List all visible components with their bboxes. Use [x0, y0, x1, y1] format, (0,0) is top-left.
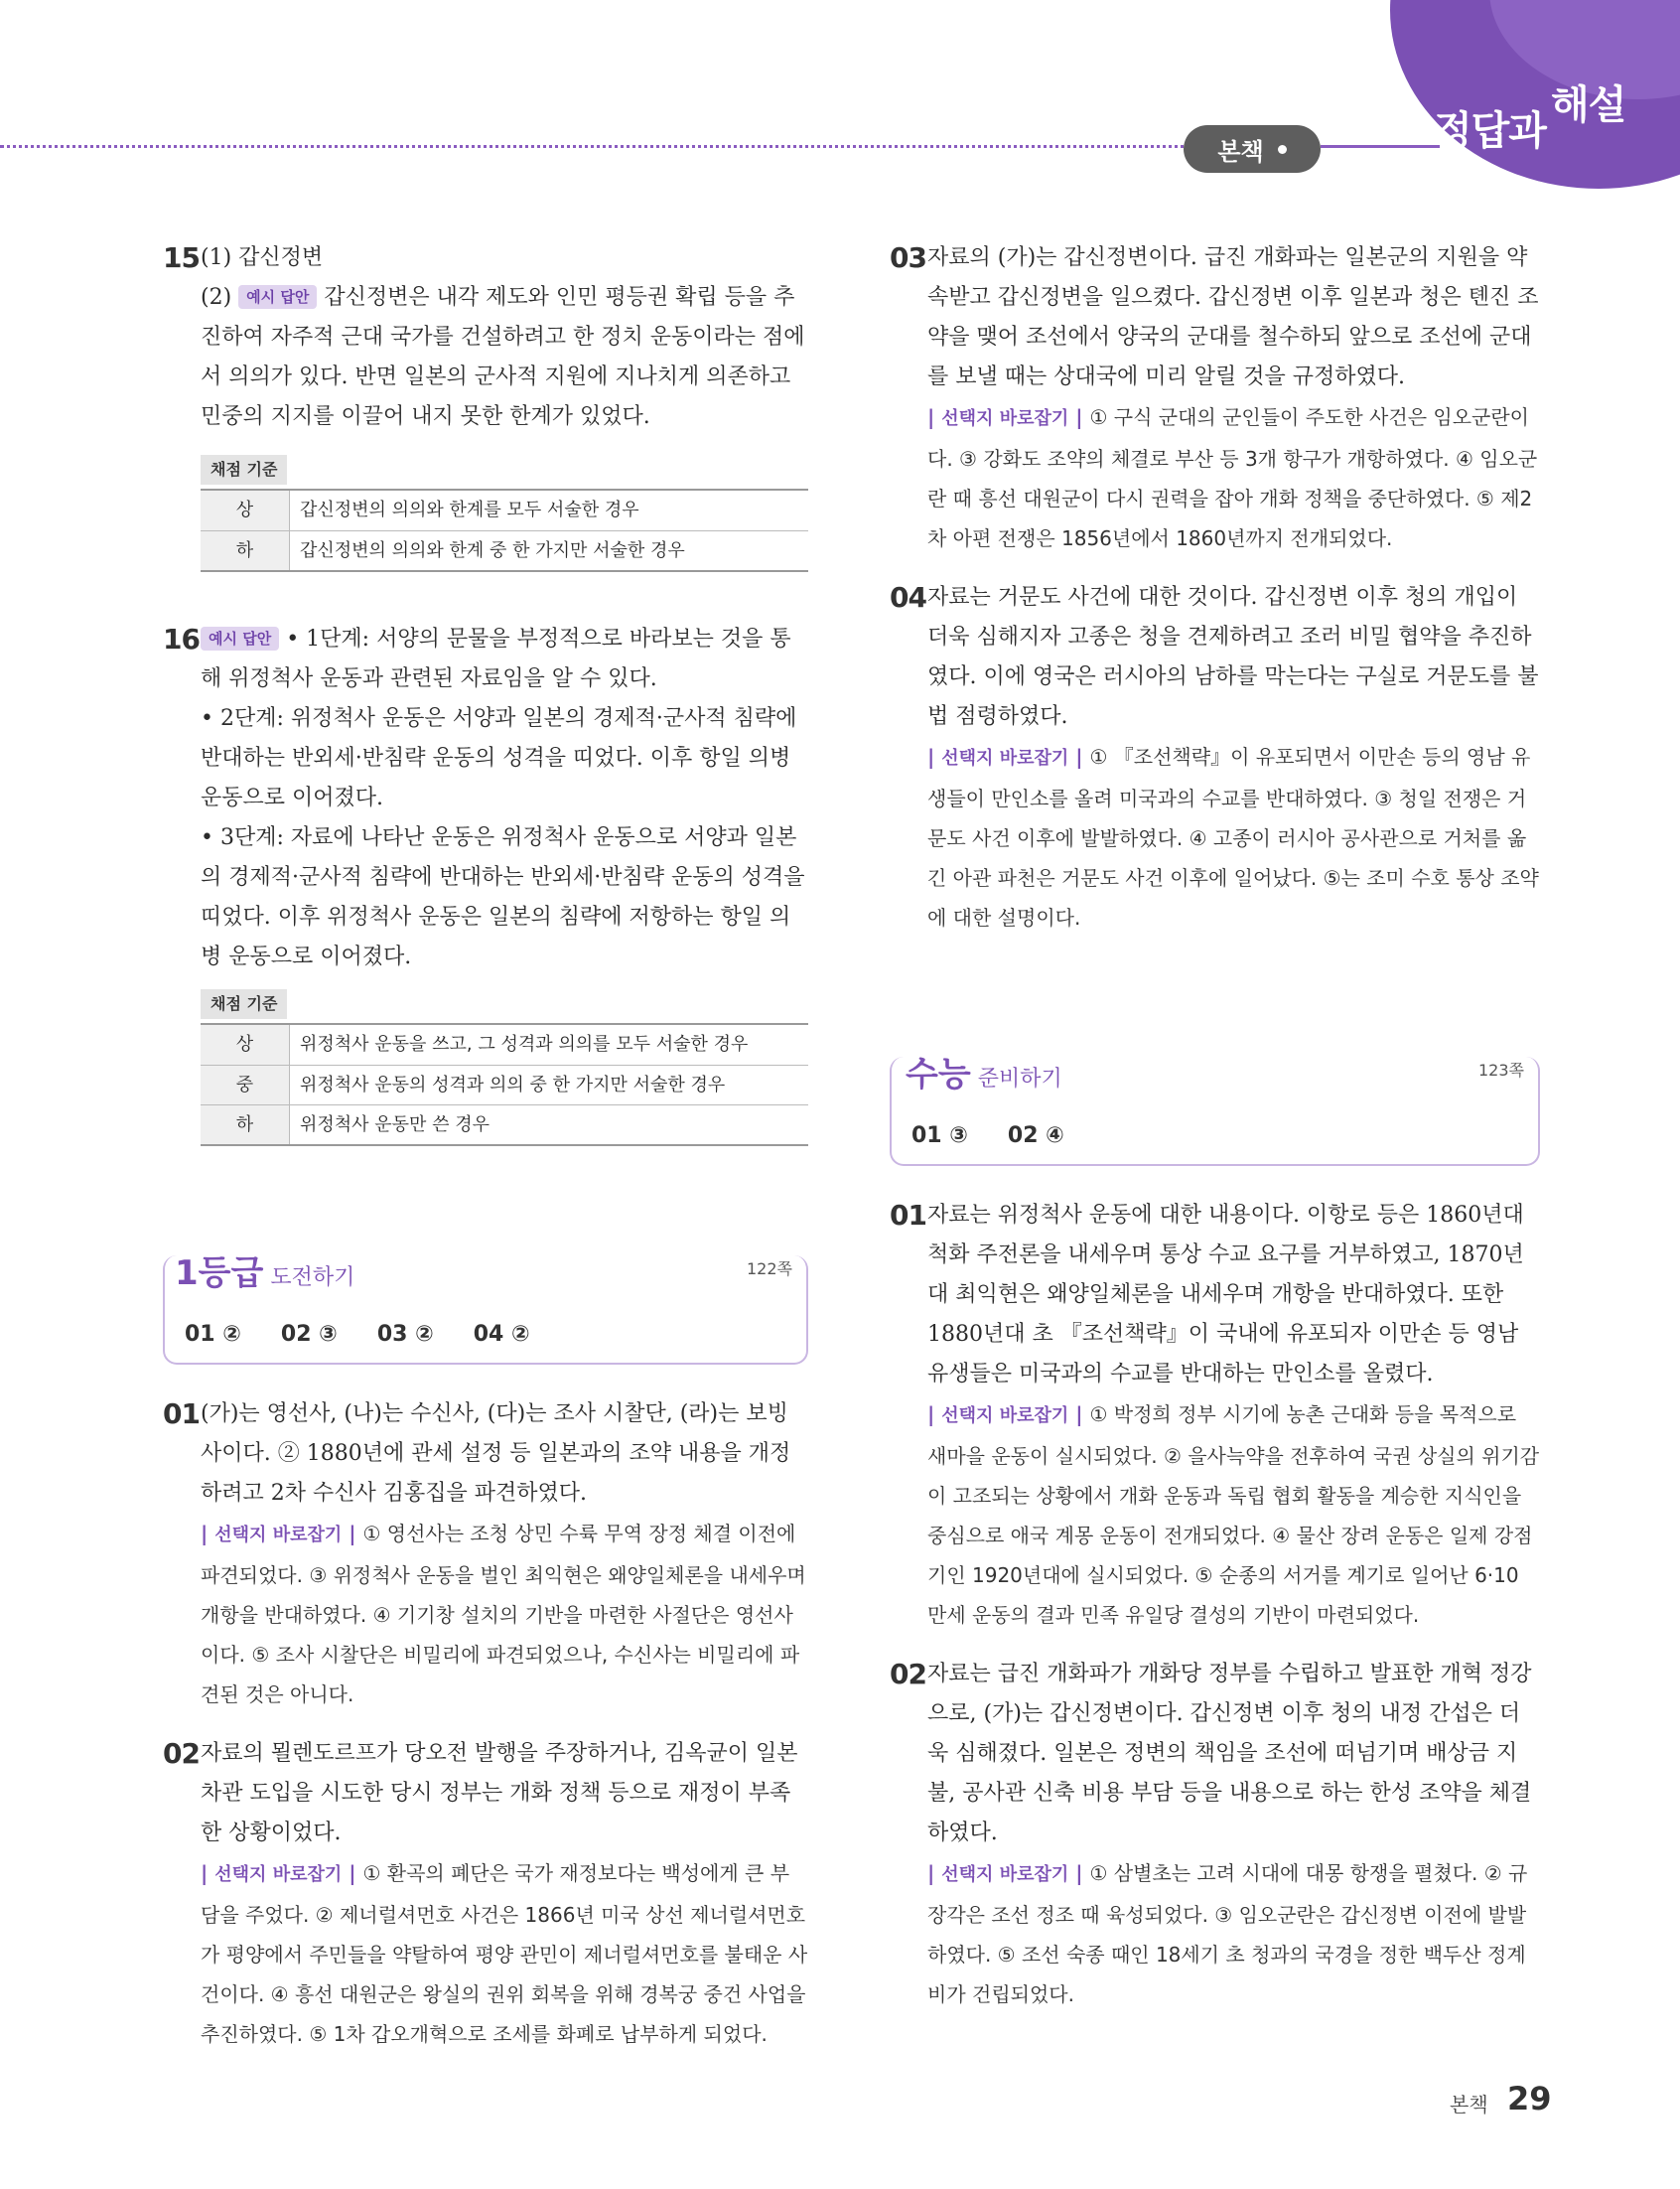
left-column — [163, 238, 808, 2074]
rubric — [201, 449, 808, 572]
choice-correction-label: 선택지 바로잡기 — [941, 408, 1069, 429]
answer-item: 04 ② — [473, 1322, 530, 1347]
rubric-row — [201, 491, 808, 530]
question-number: 15 — [163, 241, 200, 274]
rubric-desc: 위정척사 운동만 쓴 경우 — [300, 1113, 490, 1135]
choice-correction-text: ① 구식 군대의 군인들이 주도한 사건은 임오군란이다. ③ 강화도 조약의 체결로 부산 등 3개 항구가 개항하였다. ④ 임오군란 때 흥선 대원군이 다시 권력을 잡아 개화 정책을 중단하였다. ⑤ 제2차 아편 전쟁은 1856년에서 1860년까지 전개되었다. — [927, 405, 1538, 550]
choice-correction-text: ① 영선사는 조청 상민 수륙 무역 장정 체결 이전에 파견되었다. ③ 위정척사 운동을 벌인 최익현은 왜양일체론을 내세우며 개항을 반대하였다. ④ 기기창 설치의 기반을 마련한 사절단은 영선사이다. ⑤ 조사 시찰단은 비밀리에 파견되었으나, 수신사는 비밀리에 파견된 것은 아니다. — [201, 1522, 806, 1706]
answer-02 — [163, 1734, 808, 2054]
question-number: 02 — [890, 1658, 926, 1690]
choice-correction-text: ① 삼별초는 고려 시대에 대몽 항쟁을 펼쳤다. ② 규장각은 조선 정조 때 육성되었다. ③ 임오군란은 갑신정변 이전에 발발하였다. ⑤ 조선 숙종 때인 18세기 초 청과의 국경을 정한 백두산 정계비가 건립되었다. — [927, 1861, 1528, 2006]
bar-mark: | — [927, 1861, 942, 1885]
answer-list — [185, 1315, 530, 1355]
box-title — [906, 1055, 1062, 1099]
explanation: 자료는 위정척사 운동에 대한 내용이다. 이항로 등은 1860년대 척화 주전론을 내세우며 통상 수교 요구를 거부하였고, 1870년대 최익현은 왜양일체론을 내세우며 개항을 반대하였다. 또한 1880년대 초 『조선책략』이 국내에 유포되자 이만손 등 영남 유생들은 미국과의 수교를 반대하는 만인소를 올렸다. — [927, 1203, 1524, 1386]
choice-correction — [927, 1394, 1540, 1635]
box-title-small: 도전하기 — [270, 1265, 355, 1290]
bar-mark: | — [201, 1861, 215, 1885]
rubric-heading: 채점 기준 — [201, 455, 287, 485]
bar-mark: | — [927, 1402, 942, 1426]
header-dotted-rule — [0, 145, 1191, 148]
part-prefix: (2) — [201, 285, 232, 310]
question-number: 03 — [890, 241, 926, 274]
explanation: 자료의 (가)는 갑신정변이다. 급진 개화파는 일본군의 지원을 약속받고 갑신정변을 일으켰다. 갑신정변 이후 일본과 청은 톈진 조약을 맺어 조선에서 양국의 군대를 철수하되 앞으로 조선에 군대를 보낼 때는 상대국에 미리 알릴 것을 규정하였다. — [927, 245, 1539, 389]
page-reference: 123쪽 — [1478, 1061, 1524, 1080]
question-number: 02 — [163, 1737, 200, 1770]
choice-correction — [201, 1514, 808, 1714]
question-number: 01 — [890, 1199, 926, 1232]
choice-correction-label: 선택지 바로잡기 — [941, 1405, 1069, 1426]
bar-mark: | — [342, 1522, 363, 1545]
choice-correction — [201, 1853, 808, 2054]
answer-04 — [890, 578, 1540, 938]
step-2: • 2단계: 위정척사 운동은 서양과 일본의 경제적·군사적 침략에 반대하는 반외세·반침략 운동의 성격을 띠었다. 이후 항일 의병 운동으로 이어졌다. — [201, 706, 797, 810]
rubric — [201, 983, 808, 1146]
choice-correction-text: ① 환곡의 폐단은 국가 재정보다는 백성에게 큰 부담을 주었다. ② 제너럴셔먼호 사건은 1866년 미국 상선 제너럴셔먼호가 평양에서 주민들을 약탈하여 평양 관민이 제너럴셔먼호를 불태운 사건이다. ④ 흥선 대원군은 왕실의 권위 회복을 위해 경복궁 중건 사업을 추진하였다. ⑤ 1차 갑오개혁으로 조세를 화폐로 납부하게 되었다. — [201, 1861, 808, 2046]
rubric-grade: 하 — [201, 531, 290, 570]
choice-correction-text: ① 박정희 정부 시기에 농촌 근대화 등을 목적으로 새마을 운동이 실시되었다. ② 을사늑약을 전후하여 국권 상실의 위기감이 고조되는 상황에서 개화 운동과 독립 협회 활동을 계승한 지식인을 중심으로 애국 계몽 운동이 전개되었다. ④ 물산 장려 운동은 일제 강점기인 1920년대에 실시되었다. ⑤ 순종의 서거를 계기로 일어난 6·10 만세 운동의 결과 민족 유일당 결성의 기반이 마련되었다. — [927, 1402, 1540, 1627]
answer-list — [911, 1116, 1064, 1156]
choice-correction-label: 선택지 바로잡기 — [214, 1525, 343, 1545]
choice-correction — [927, 1853, 1540, 2014]
example-answer-badge: 예시 답안 — [238, 285, 317, 309]
answer-part-2 — [201, 278, 808, 437]
answer-text: 갑신정변은 내각 제도와 인민 평등권 확립 등을 추진하여 자주적 근대 국가를 건설하려고 한 정치 운동이라는 점에서 의의가 있다. 반면 일본의 군사적 지원에 지나치게 의존하고 민중의 지지를 이끌어 내지 못한 한계가 있었다. — [201, 285, 805, 429]
header-solid-rule — [1321, 145, 1440, 148]
box-title-big: 수능 — [906, 1055, 971, 1094]
page-reference: 122쪽 — [747, 1259, 792, 1278]
step-3: • 3단계: 자료에 나타난 운동은 위정척사 운동으로 서양과 일본의 경제적·군사적 침략에 반대하는 반외세·반침략 운동의 성격을 띠었다. 이후 위정척사 운동은 일본의 침략에 저항하는 항일 의병 운동으로 이어졌다. — [201, 825, 805, 969]
footer-book-label: 본책 — [1450, 2093, 1488, 2116]
box-title-big: 1등급 — [175, 1253, 264, 1293]
explanation: 자료는 급진 개화파가 개화당 정부를 수립하고 발표한 개혁 정강으로, (가)는 갑신정변이다. 갑신정변 이후 청의 내정 간섭은 더욱 심해졌다. 일본은 정변의 책임을 조선에 떠넘기며 배상금 지불, 공사관 신축 비용 부담 등을 내용으로 하는 한성 조약을 체결하였다. — [927, 1662, 1532, 1845]
page-number: 29 — [1507, 2080, 1552, 2117]
example-answer-badge: 예시 답안 — [201, 627, 279, 651]
question-15 — [163, 238, 808, 572]
bar-mark: | — [342, 1861, 363, 1885]
answer-b02 — [890, 1655, 1540, 2014]
bar-mark: | — [1068, 745, 1090, 769]
rubric-row — [201, 1065, 808, 1104]
rubric-table — [201, 1023, 808, 1146]
right-column — [890, 238, 1540, 2034]
answer-item: 01 ③ — [911, 1123, 968, 1148]
rubric-grade: 중 — [201, 1066, 290, 1104]
bar-mark: | — [201, 1522, 215, 1545]
corner-subtitle: 해설 — [1551, 82, 1626, 128]
bar-mark: | — [1068, 1402, 1090, 1426]
answer-part-1: (1) 갑신정변 — [201, 245, 324, 270]
rubric-row — [201, 1025, 808, 1065]
bar-mark: | — [927, 745, 942, 769]
rubric-heading: 채점 기준 — [201, 989, 287, 1019]
challenge-box — [163, 1255, 808, 1365]
answer-b01 — [890, 1196, 1540, 1635]
step-text: • 1단계: 서양의 문물을 부정적으로 바라보는 것을 통해 위정척사 운동과 관련된 자료임을 알 수 있다. — [201, 627, 791, 691]
suneung-box — [890, 1057, 1540, 1166]
answer-item: 03 ② — [376, 1322, 434, 1347]
bar-mark: | — [1068, 1861, 1090, 1885]
rubric-grade: 상 — [201, 491, 290, 530]
bar-mark: | — [1068, 405, 1090, 429]
explanation: 자료의 묄렌도르프가 당오전 발행을 주장하거나, 김옥균이 일본 차관 도입을 시도한 당시 정부는 개화 정책 등으로 재정이 부족한 상황이었다. — [201, 1741, 798, 1845]
question-number: 01 — [163, 1397, 200, 1430]
bar-mark: | — [927, 405, 942, 429]
answer-item: 02 ③ — [280, 1322, 338, 1347]
rubric-desc: 갑신정변의 의의와 한계 중 한 가지만 서술한 경우 — [300, 539, 685, 561]
choice-correction-label: 선택지 바로잡기 — [214, 1864, 343, 1885]
dot-icon — [1278, 145, 1287, 154]
question-number: 04 — [890, 581, 926, 614]
rubric-grade: 하 — [201, 1105, 290, 1144]
question-number: 16 — [163, 623, 200, 656]
choice-correction — [927, 737, 1540, 938]
explanation: (가)는 영선사, (나)는 수신사, (다)는 조사 시찰단, (라)는 보빙사이다. ② 1880년에 관세 설정 등 일본과의 조약 내용을 개정하려고 2차 수신사 김홍집을 파견하였다. — [201, 1401, 791, 1506]
explanation: 자료는 거문도 사건에 대한 것이다. 갑신정변 이후 청의 개입이 더욱 심해지자 고종은 청을 견제하려고 조러 비밀 협약을 추진하였다. 이에 영국은 러시아의 남하를 막는다는 구실로 거문도를 불법 점령하였다. — [927, 585, 1539, 729]
rubric-row — [201, 1104, 808, 1144]
choice-correction-text: ① 『조선책략』이 유포되면서 이만손 등의 영남 유생들이 만인소를 올려 미국과의 수교를 반대하였다. ③ 청일 전쟁은 거문도 사건 이후에 발발하였다. ④ 고종이 러시아 공사관으로 거처를 옮긴 아관 파천은 거문도 사건 이후에 일어났다. ⑤는 조미 수호 통상 조약에 대한 설명이다. — [927, 745, 1539, 930]
question-16 — [163, 620, 808, 1146]
choice-correction — [927, 397, 1540, 558]
rubric-table — [201, 489, 808, 572]
choice-correction-label: 선택지 바로잡기 — [941, 1864, 1069, 1885]
answer-03 — [890, 238, 1540, 558]
rubric-grade: 상 — [201, 1025, 290, 1065]
answer-item: 02 ④ — [1007, 1123, 1064, 1148]
section-tab — [1184, 125, 1321, 173]
answer-01 — [163, 1394, 808, 1714]
box-title — [175, 1253, 354, 1298]
choice-correction-label: 선택지 바로잡기 — [941, 748, 1069, 769]
corner-title: 정답과 — [1434, 108, 1546, 154]
rubric-row — [201, 530, 808, 570]
step-1 — [201, 620, 808, 699]
box-title-small: 준비하기 — [977, 1067, 1062, 1092]
answer-item: 01 ② — [185, 1322, 241, 1347]
rubric-desc: 위정척사 운동을 쓰고, 그 성격과 의의를 모두 서술한 경우 — [300, 1034, 749, 1055]
rubric-desc: 위정척사 운동의 성격과 의의 중 한 가지만 서술한 경우 — [300, 1074, 726, 1095]
section-label: 본책 — [1217, 137, 1264, 166]
rubric-desc: 갑신정변의 의의와 한계를 모두 서술한 경우 — [300, 500, 639, 520]
